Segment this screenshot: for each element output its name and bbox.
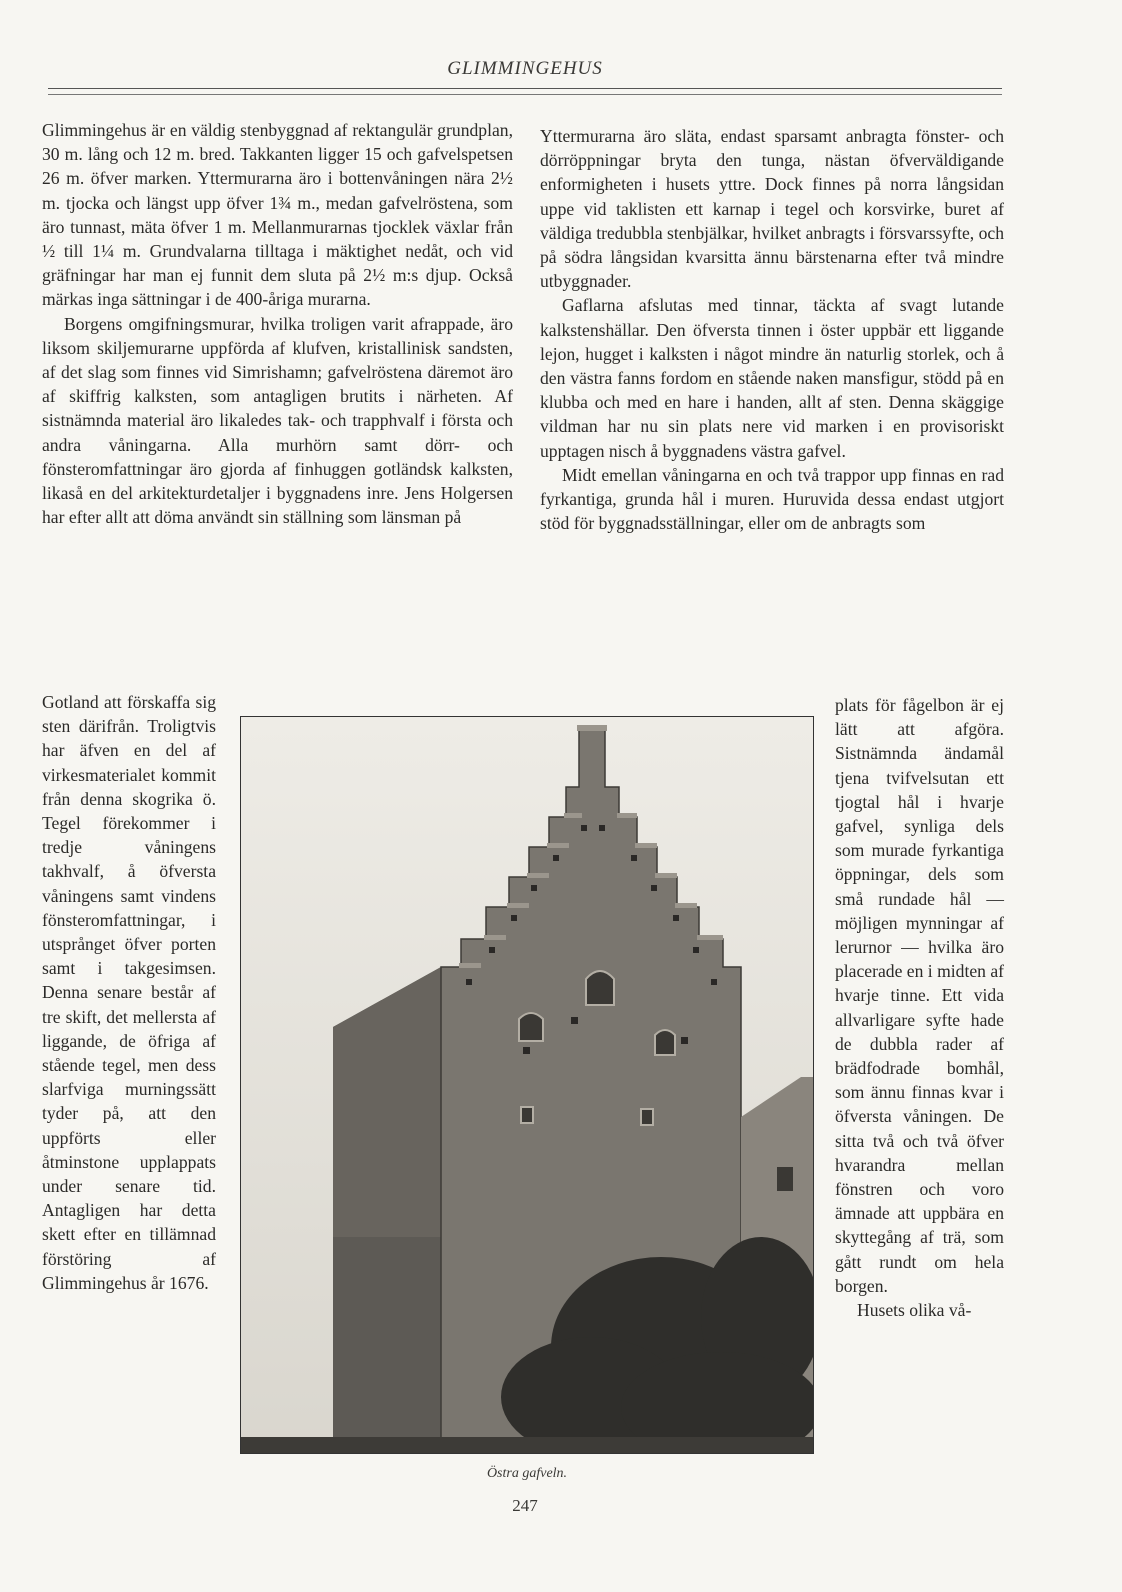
paragraph: Husets olika vå- [857,1300,972,1321]
page-number: 247 [512,1496,538,1515]
running-title: GLIMMINGEHUS [447,58,603,79]
stepped-gable-icon [241,717,813,1453]
right-column-upper [540,124,1004,535]
figure-caption: Östra gafveln. [486,1466,568,1481]
left-column-lower [42,690,216,1295]
paragraph: Gotland att förskaffa sig sten därifrån. Troligtvis har äfven en del af virkesmaterialet kommit från denna skogrika ö. Tegel förekommer i tredje våningens takhvalf, å öfversta våningens samt vindens fönsteromfattningar, i utsprånget öfver porten samt i takgesimsen. Denna senare består af tre skift, det mellersta af liggande, de öfriga af stående tegel, men dess slarfviga murningssätt tyder på, att den uppförts eller åtminstone upplappats under senare tid. Antagligen har detta skett efter en tillämnad förstöring af Glimmingehus år 1676. [42,692,216,1293]
right-column-lower [835,693,1004,1322]
paragraph: plats för fågelbon är ej lätt att afgöra. Sistnämnda ändamål tjena tvifvelsutan ett tjogtal hål i hvarje gafvel, synliga dels som murade fyrkantiga öppningar, dels som små rundade hål — möjligen mynningar af lerurnor — hvilka äro placerade en i midten af hvarje tinne. Ett vida allvarligare syfte hade de dubbla rader af brädfodrade bomhål, som ännu finnas kvar i öfversta våningen. De sitta två och två öfver hvarandra mellan fönstren och voro ämnade att uppbära en skyttegång af trä, som gått rundt om hela borgen. [835,695,1005,1296]
paragraph: Borgens omgifningsmurar, hvilka troligen varit afrappade, äro liksom skiljemurarne uppförda af klufven, kristallinisk sandsten, af det slag som finnes vid Simrishamn; gafvelröstena däremot äro af skiffrig kalksten, som antagligen brutits i närheten. Af sistnämnda material äro likaledes tak- och trapphvalf i första och andra våningarna. Alla murhörn samt dörr- och fönsteromfattningar äro gjorda af finhuggen gotländsk kalksten, likaså en del arkitekturdetaljer i byggnadens inre. Jens Holgersen har efter allt att döma användt sin ställning som länsman på [42,313,513,528]
left-column-upper [42,118,513,529]
paragraph: Gaflarna afslutas med tinnar, täckta af svagt lutande kalkstenshällar. Den öfversta tinnen i öster uppbär ett liggande lejon, hugget i kalksten i något mindre än naturlig storlek, och å den västra fanns fordom en stående naken mansfigur, stödd på en klubba och med en hare i handen, allt af sten. Denna skäggige vildman har nu sin plats nere vid marken i en provisoriskt upptagen nisch å byggnadens västra gafvel. [540,295,1004,461]
header-rule-bottom [48,94,1002,95]
castle-photo [240,716,814,1454]
paragraph: Yttermurarna äro släta, endast sparsamt anbragta fönster- och dörröppningar bryta den tunga, nästan öfverväldigande enformigheten i husets yttre. Dock finnes på norra långsidan uppe vid taklisten ett karnap i tegel och korsvirke, buret af väldiga tredubbla stenbjälkar, hvilket anbragts i försvarssyfte, och på södra långsidan kvarsitta ännu bärstenarna efter två mindre utbyggnader. [540,126,1004,292]
header-rule-top [48,88,1002,89]
paragraph: Midt emellan våningarna en och två trappor upp finnas en rad fyrkantiga, grunda hål i muren. Huruvida dessa endast utgjort stöd för byggnadsställningar, eller om de anbragts som [540,464,1004,534]
paragraph: Glimmingehus är en väldig stenbyggnad af rektangulär grundplan, 30 m. lång och 12 m. bred. Takkanten ligger 15 och gafvelspetsen 26 m. öfver marken. Yttermurarna äro i bottenvåningen nära 2½ m. tjocka och längst upp öfver 1¾ m., medan gafvelröstena, som äro tunnast, mäta öfver 1 m. Mellanmurarnas tjocklek växlar från ½ till 1¼ m. Grundvalarna tilltaga i mäktighet nedåt, och vid gräfningar har man ej funnit dem sluta på 2½ m:s djup. Också märkas inga sättningar i de 400-åriga murarna. [42,120,513,310]
